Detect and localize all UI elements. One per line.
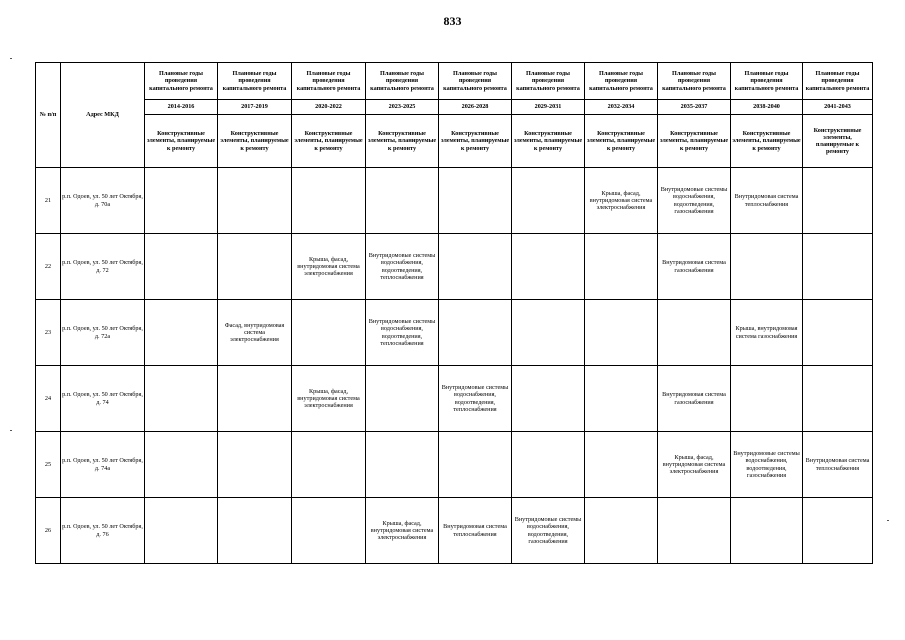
repair-elements-cell: Внутридомовая система теплоснабжения (731, 168, 803, 234)
period-years-header: 2029-2031 (512, 100, 585, 115)
repair-elements-cell: Внутридомовые системы водоснабжения, водоотведения, теплоснабжения (366, 300, 439, 366)
scan-mark (887, 520, 889, 521)
scan-mark (10, 430, 12, 431)
elements-header: Конструктивные элементы, планируемые к ремонту (658, 115, 731, 168)
repair-elements-cell (731, 234, 803, 300)
capital-repair-table (35, 62, 873, 564)
repair-elements-cell: Внутридомовые системы водоснабжения, водоотведения, газоснабжения (512, 498, 585, 564)
repair-elements-cell: Внутридомовые системы водоснабжения, водоотведения, газоснабжения (731, 432, 803, 498)
elements-header: Конструктивные элементы, планируемые к ремонту (803, 115, 873, 168)
elements-header: Конструктивные элементы, планируемые к ремонту (585, 115, 658, 168)
repair-elements-cell: Крыша, фасад, внутридомовая система электроснабжения (658, 432, 731, 498)
row-address: р.п. Одоев, ул. 50 лет Октября, д. 76 (61, 498, 145, 564)
row-address: р.п. Одоев, ул. 50 лет Октября, д. 74 (61, 366, 145, 432)
repair-elements-cell (512, 234, 585, 300)
period-years-header: 2038-2040 (731, 100, 803, 115)
repair-elements-cell (803, 498, 873, 564)
table-row (36, 300, 873, 366)
page-number: 833 (443, 14, 462, 28)
repair-elements-cell (366, 366, 439, 432)
repair-elements-cell (218, 498, 292, 564)
period-title-header: Плановые годы проведения капитального ремонта (439, 63, 512, 100)
repair-elements-cell: Внутридомовая система теплоснабжения (803, 432, 873, 498)
repair-elements-cell (585, 234, 658, 300)
address-column-header: Адрес МКД (61, 63, 145, 168)
repair-elements-cell (512, 168, 585, 234)
row-number: 26 (36, 498, 61, 564)
repair-elements-cell: Внутридомовая система теплоснабжения (439, 498, 512, 564)
table-row (36, 168, 873, 234)
repair-elements-cell (145, 366, 218, 432)
row-number: 24 (36, 366, 61, 432)
repair-elements-cell: Внутридомовые системы водоснабжения, водоотведения, теплоснабжения (366, 234, 439, 300)
repair-elements-cell (366, 168, 439, 234)
repair-elements-cell (439, 168, 512, 234)
repair-elements-cell (512, 432, 585, 498)
repair-elements-cell (218, 432, 292, 498)
period-title-header: Плановые годы проведения капитального ремонта (292, 63, 366, 100)
repair-elements-cell: Крыша, внутридомовая система газоснабжения (731, 300, 803, 366)
repair-elements-cell (439, 234, 512, 300)
row-address: р.п. Одоев, ул. 50 лет Октября, д. 74а (61, 432, 145, 498)
repair-elements-cell (803, 168, 873, 234)
row-number: 22 (36, 234, 61, 300)
period-years-header: 2032-2034 (585, 100, 658, 115)
period-title-header: Плановые годы проведения капитального ремонта (145, 63, 218, 100)
repair-elements-cell (145, 498, 218, 564)
period-years-header: 2035-2037 (658, 100, 731, 115)
repair-elements-cell (439, 300, 512, 366)
repair-elements-cell (145, 300, 218, 366)
period-years-header: 2026-2028 (439, 100, 512, 115)
repair-elements-cell: Крыша, фасад, внутридомовая система электроснабжения (292, 234, 366, 300)
period-years-header: 2014-2016 (145, 100, 218, 115)
elements-header: Конструктивные элементы, планируемые к ремонту (145, 115, 218, 168)
table-row (36, 432, 873, 498)
period-title-header: Плановые годы проведения капитального ремонта (366, 63, 439, 100)
elements-header: Конструктивные элементы, планируемые к ремонту (366, 115, 439, 168)
elements-header: Конструктивные элементы, планируемые к ремонту (512, 115, 585, 168)
row-address: р.п. Одоев, ул. 50 лет Октября, д. 72а (61, 300, 145, 366)
repair-elements-cell: Внутридомовая система газоснабжения (658, 366, 731, 432)
period-years-header: 2023-2025 (366, 100, 439, 115)
table-row (36, 498, 873, 564)
repair-elements-cell (292, 498, 366, 564)
period-title-header: Плановые годы проведения капитального ремонта (803, 63, 873, 100)
table-row (36, 366, 873, 432)
period-title-header: Плановые годы проведения капитального ремонта (218, 63, 292, 100)
row-number: 25 (36, 432, 61, 498)
repair-elements-cell (292, 168, 366, 234)
header-row-elements (36, 115, 873, 168)
repair-elements-cell (803, 234, 873, 300)
repair-elements-cell (145, 168, 218, 234)
period-years-header: 2020-2022 (292, 100, 366, 115)
repair-elements-cell (512, 366, 585, 432)
repair-elements-cell (585, 432, 658, 498)
repair-elements-cell (731, 498, 803, 564)
period-title-header: Плановые годы проведения капитального ремонта (512, 63, 585, 100)
repair-elements-cell (658, 498, 731, 564)
period-title-header: Плановые годы проведения капитального ремонта (585, 63, 658, 100)
elements-header: Конструктивные элементы, планируемые к ремонту (731, 115, 803, 168)
elements-header: Конструктивные элементы, планируемые к ремонту (292, 115, 366, 168)
repair-elements-cell (512, 300, 585, 366)
period-years-header: 2017-2019 (218, 100, 292, 115)
row-address: р.п. Одоев, ул. 50 лет Октября, д. 70а (61, 168, 145, 234)
table-row (36, 234, 873, 300)
elements-header: Конструктивные элементы, планируемые к ремонту (218, 115, 292, 168)
repair-elements-cell (803, 300, 873, 366)
repair-elements-cell (366, 432, 439, 498)
repair-elements-cell: Внутридомовая система газоснабжения (658, 234, 731, 300)
period-years-header: 2041-2043 (803, 100, 873, 115)
repair-elements-cell: Крыша, фасад, внутридомовая система электроснабжения (292, 366, 366, 432)
repair-elements-cell: Внутридомовые системы водоснабжения, водоотведения, газоснабжения (658, 168, 731, 234)
repair-elements-cell (218, 366, 292, 432)
header-row-titles (36, 63, 873, 100)
repair-elements-cell (803, 366, 873, 432)
repair-elements-cell (145, 234, 218, 300)
number-column-header: № п/п (36, 63, 61, 168)
repair-elements-cell: Фасад, внутридомовая система электроснабжения (218, 300, 292, 366)
row-address: р.п. Одоев, ул. 50 лет Октября, д. 72 (61, 234, 145, 300)
repair-elements-cell (439, 432, 512, 498)
header-row-years (36, 100, 873, 115)
period-title-header: Плановые годы проведения капитального ремонта (658, 63, 731, 100)
repair-elements-cell (585, 366, 658, 432)
repair-elements-cell: Внутридомовые системы водоснабжения, водоотведения, теплоснабжения (439, 366, 512, 432)
repair-elements-cell (585, 300, 658, 366)
repair-elements-cell (218, 234, 292, 300)
repair-elements-cell (292, 432, 366, 498)
repair-elements-cell (145, 432, 218, 498)
repair-elements-cell (585, 498, 658, 564)
repair-elements-cell (292, 300, 366, 366)
row-number: 23 (36, 300, 61, 366)
period-title-header: Плановые годы проведения капитального ремонта (731, 63, 803, 100)
repair-elements-cell (731, 366, 803, 432)
repair-elements-cell (658, 300, 731, 366)
scan-mark (10, 58, 12, 59)
repair-elements-cell: Крыша, фасад, внутридомовая система электроснабжения (366, 498, 439, 564)
repair-elements-cell: Крыша, фасад, внутридомовая система электроснабжения (585, 168, 658, 234)
row-number: 21 (36, 168, 61, 234)
elements-header: Конструктивные элементы, планируемые к ремонту (439, 115, 512, 168)
repair-elements-cell (218, 168, 292, 234)
